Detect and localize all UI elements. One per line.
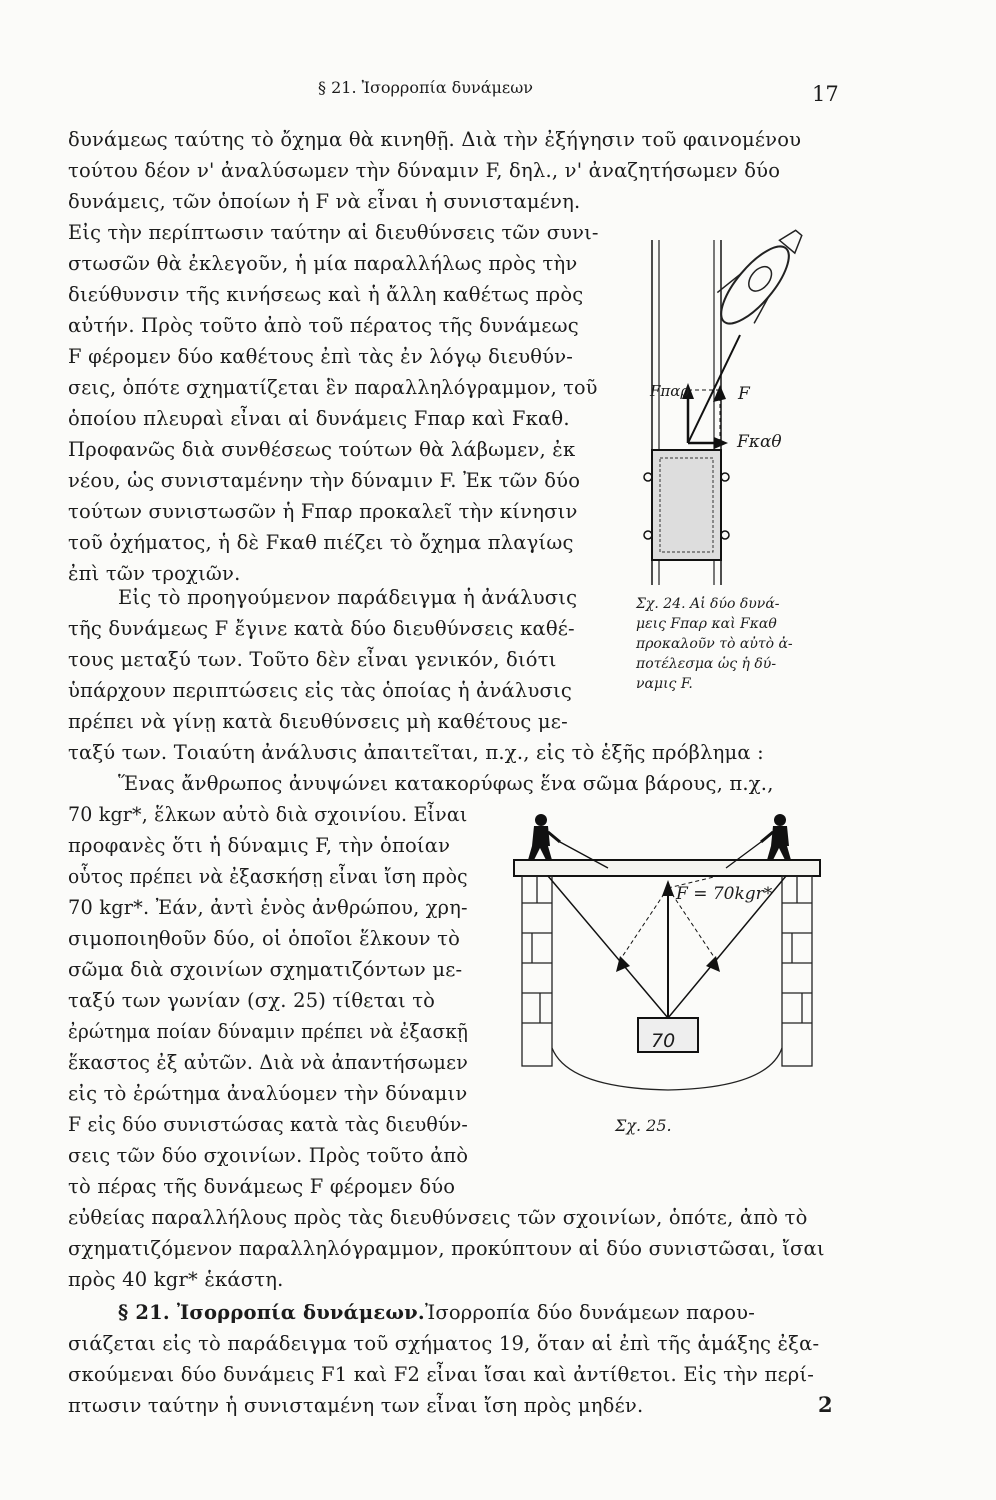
right-wall — [782, 876, 812, 1066]
caption-line: Σχ. 24. Αἱ δύο δυνά- — [636, 596, 780, 612]
body-line: διεύθυνσιν τῆς κινήσεως καὶ ἡ ἄλλη καθέτως πρὸς — [68, 283, 584, 306]
body-line: ταξύ των. Τοιαύτη ἀνάλυσις ἀπαιτεῖται, π.χ., εἰς τὸ ἑξῆς πρόβλημα : — [68, 741, 764, 764]
section-line: Ἰσορροπία δύο δυνάμεων παρου- — [425, 1301, 756, 1324]
body-line: οὗτος πρέπει νὰ ἐξασκήσῃ εἶναι ἴση πρὸς — [68, 865, 468, 888]
body-line: πρὸς 40 kgr* ἑκάστη. — [68, 1268, 284, 1291]
signature-number: 2 — [818, 1392, 833, 1417]
body-line: σεις, ὁπότε σχηματίζεται ἓν παραλληλόγραμμον, τοῦ — [68, 376, 598, 399]
body-line: τοῦ ὀχήματος, ἡ δὲ Fκαθ πιέζει τὸ ὄχημα πλαγίως — [68, 531, 574, 554]
body-line: νέου, ὡς συνισταμένην τὴν δύναμιν F. Ἐκ τῶν δύο — [68, 469, 581, 492]
body-line: Προφανῶς διὰ συνθέσεως τούτων θὰ λάβωμεν, ἐκ — [68, 438, 576, 461]
body-line: ταξύ των γωνίαν (σχ. 25) τίθεται τὸ — [68, 989, 436, 1012]
ground — [552, 1048, 782, 1090]
body-line: ἕκαστος ἐξ αὐτῶν. Διὰ νὰ ἀπαντήσωμεν — [68, 1051, 468, 1074]
body-line: F φέρομεν δύο καθέτους ἐπὶ τὰς ἐν λόγῳ διευθύν- — [68, 345, 574, 368]
beam — [514, 860, 820, 876]
body-line: αὐτήν. Πρὸς τοῦτο ἀπὸ τοῦ πέρατος τῆς δυνάμεως — [68, 314, 579, 337]
page-number: 17 — [812, 82, 839, 106]
wheel — [721, 473, 729, 481]
section-line: σιάζεται εἰς τὸ παράδειγμα τοῦ σχήματος 19, ὅταν αἱ ἐπὶ τῆς ἁμάξης ἐξα- — [68, 1332, 820, 1355]
body-line: προφανὲς ὅτι ἡ δύναμις F, τὴν ὁποίαν — [68, 834, 451, 857]
body-line: τῆς δυνάμεως F ἔγινε κατὰ δύο διευθύνσεις καθέ- — [68, 617, 575, 640]
horse-drawing — [706, 217, 817, 337]
body-line: τους μεταξύ των. Τοῦτο δὲν εἶναι γενικόν, διότι — [68, 648, 557, 671]
body-line: ὁποίου πλευραὶ εἶναι αἱ δυνάμεις Fπαρ καὶ Fκαθ. — [68, 407, 570, 430]
caption-line: μεις Fπαρ καὶ Fκαθ — [636, 616, 777, 632]
section-line: πτωσιν ταύτην ἡ συνισταμένη των εἶναι ἴση πρὸς μηδέν. — [68, 1394, 644, 1417]
body-line: στωσῶν θὰ ἐκλεγοῦν, ἡ μία παραλλήλως πρὸς τὴν — [68, 252, 578, 275]
left-wall — [522, 876, 552, 1066]
caption-line: προκαλοῦν τὸ αὐτὸ ἀ- — [636, 636, 793, 652]
label-fkath: Fκαθ — [737, 432, 782, 452]
body-line: τὸ πέρας τῆς δυνάμεως F φέρομεν δύο — [68, 1175, 456, 1198]
wheel — [644, 473, 652, 481]
body-line: σιμοποιηθοῦν δύο, οἱ ὁποῖοι ἕλκουν τὸ — [68, 927, 461, 950]
person-left — [528, 814, 560, 860]
body-line: σεις τῶν δύο σχοινίων. Πρὸς τοῦτο ἀπὸ — [68, 1144, 469, 1167]
body-line: ἐρώτημα ποίαν δύναμιν πρέπει νὰ ἐξασκῇ — [68, 1020, 469, 1043]
body-line: δυνάμεως ταύτης τὸ ὄχημα θὰ κινηθῇ. Διὰ τὴν ἐξήγησιν τοῦ φαινομένου — [68, 128, 802, 151]
wheel — [644, 531, 652, 539]
body-line: τούτων συνιστωσῶν ἡ Fπαρ προκαλεῖ τὴν κίνησιν — [68, 500, 578, 523]
body-line: ὑπάρχουν περιπτώσεις εἰς τὰς ὁποίας ἡ ἀνάλυσις — [68, 679, 573, 702]
body-line: F εἰς δύο συνιστώσας κατὰ τὰς διευθύν- — [68, 1113, 469, 1136]
label-f: F — [738, 384, 750, 404]
label-fpar: Fπαρ — [650, 382, 690, 400]
section-heading: § 21. Ἰσορροπία δυνάμεων. — [118, 1301, 425, 1324]
figure-25 — [508, 808, 828, 1108]
figure-24-caption — [636, 594, 836, 694]
body-line: Εἰς τὸ προηγούμενον παράδειγμα ἡ ἀνάλυσις — [118, 586, 578, 609]
caption-line: ποτέλεσμα ὡς ἡ δύ- — [636, 656, 777, 672]
body-line: τούτου δέον ν' ἀναλύσωμεν τὴν δύναμιν F, δηλ., ν' ἀναζητήσωμεν δύο — [68, 159, 781, 182]
wheel — [721, 531, 729, 539]
caption-line: ναμις F. — [636, 676, 693, 692]
body-line: Ἕνας ἄνθρωπος ἀνυψώνει κατακορύφως ἕνα σῶμα βάρους, π.χ., — [118, 772, 774, 795]
body-line: 70 kgr*, ἕλκων αὐτὸ διὰ σχοινίου. Εἶναι — [68, 803, 468, 826]
cart-box — [652, 450, 721, 560]
section-line: σκούμεναι δύο δυνάμεις F1 καὶ F2 εἶναι ἴσαι καὶ ἀντίθετοι. Εἰς τὴν περί- — [68, 1363, 815, 1386]
body-line: σχηματιζόμενον παραλληλόγραμμον, προκύπτουν αἱ δύο συνιστῶσαι, ἴσαι — [68, 1237, 825, 1260]
body-line: εὐθείας παραλλήλους πρὸς τὰς διευθύνσεις τῶν σχοινίων, ὁπότε, ἀπὸ τὸ — [68, 1206, 808, 1229]
body-line: σῶμα διὰ σχοινίων σχηματιζόντων με- — [68, 958, 463, 981]
body-line: 70 kgr*. Ἐάν, ἀντὶ ἑνὸς ἀνθρώπου, χρη- — [68, 896, 468, 919]
body-line: εἰς τὸ ἐρώτημα ἀναλύομεν τὴν δύναμιν — [68, 1082, 468, 1105]
body-line: ἐπὶ τῶν τροχιῶν. — [68, 562, 241, 585]
person-right — [761, 814, 791, 860]
body-line: πρέπει νὰ γίνῃ κατὰ διευθύνσεις μὴ καθέτους με- — [68, 710, 568, 733]
body-line: Εἰς τὴν περίπτωσιν ταύτην αἱ διευθύνσεις τῶν συνι- — [68, 221, 599, 244]
figure-25-caption: Σχ. 25. — [615, 1116, 672, 1135]
force-label: F = 70kgr* — [676, 884, 773, 904]
running-header: § 21. Ἰσορροπία δυνάμεων — [318, 78, 533, 97]
rope-left — [548, 876, 668, 1018]
weight-label: 70 — [651, 1030, 676, 1052]
body-line: δυνάμεις, τῶν ὁποίων ἡ F νὰ εἶναι ἡ συνισταμένη. — [68, 190, 581, 213]
